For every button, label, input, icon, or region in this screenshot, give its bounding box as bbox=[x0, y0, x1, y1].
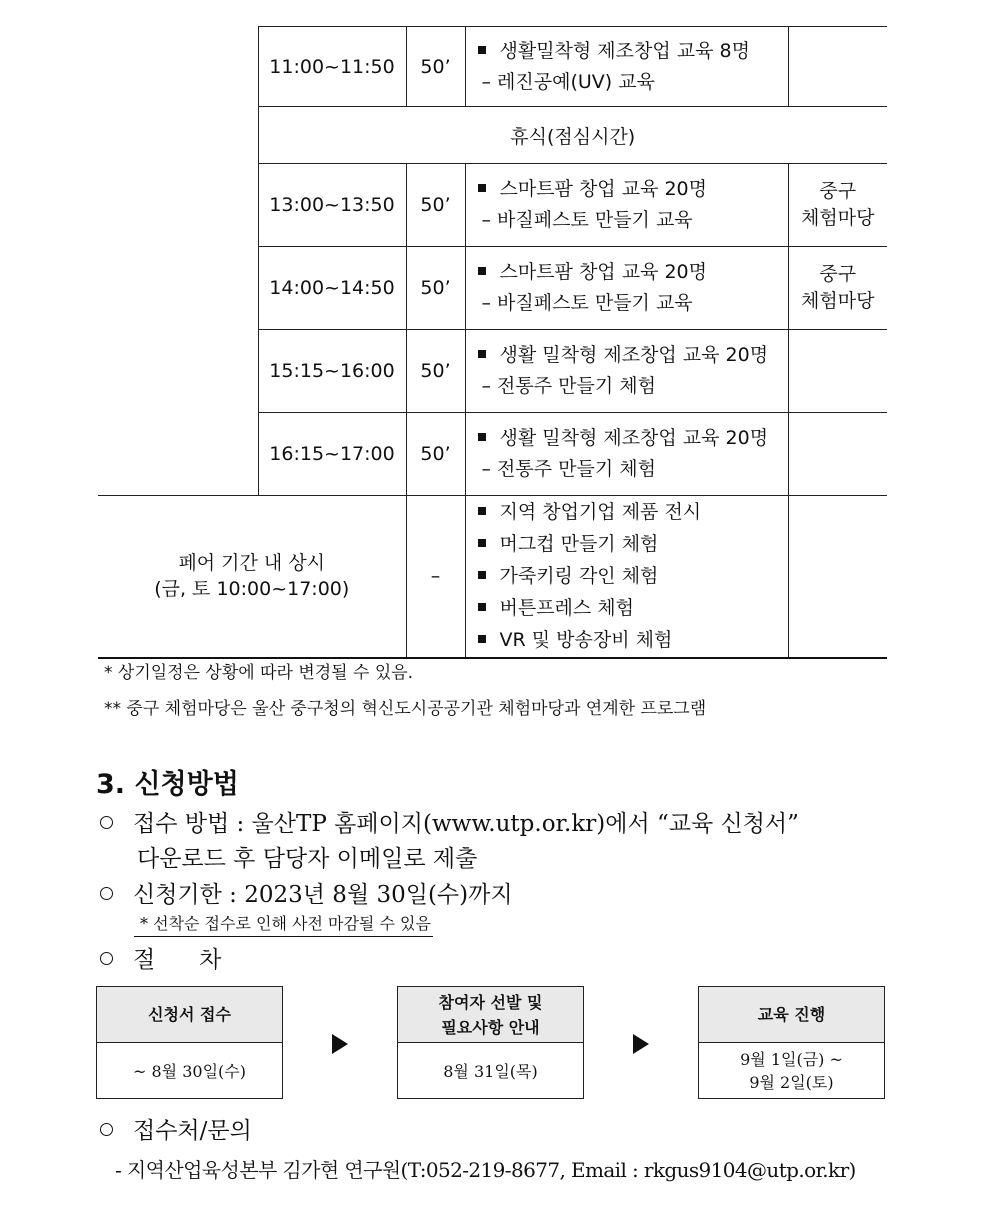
arrow-right-icon bbox=[332, 1034, 348, 1054]
duration-cell: – bbox=[406, 496, 465, 658]
note-line: 체험마당 bbox=[801, 207, 875, 229]
bullet-icon bbox=[478, 603, 486, 611]
permanent-label-cell bbox=[98, 496, 406, 658]
lunch-cell: 휴식(점심시간) bbox=[258, 107, 887, 164]
list-item: 버튼프레스 체험 bbox=[499, 597, 635, 620]
bullet-icon bbox=[478, 267, 486, 275]
table-row bbox=[98, 27, 887, 107]
step-header bbox=[699, 987, 884, 1043]
deadline-line bbox=[100, 876, 513, 909]
circle-bullet-icon bbox=[100, 887, 113, 900]
circle-bullet-icon bbox=[100, 952, 113, 965]
duration-cell: 50’ bbox=[406, 330, 465, 413]
method-line-2: 다운로드 후 담당자 이메일로 제출 bbox=[137, 846, 478, 872]
content-subline: – 레진공예(UV) 교육 bbox=[481, 70, 655, 93]
list-item: 지역 창업기업 제품 전시 bbox=[499, 501, 702, 524]
content-subline: – 바질페스토 만들기 교육 bbox=[481, 292, 693, 314]
contact-label-line bbox=[100, 1112, 252, 1145]
permanent-period: (금, 토 10:00~17:00) bbox=[154, 578, 350, 601]
table-row bbox=[98, 496, 887, 658]
list-item: VR 및 방송장비 체험 bbox=[499, 629, 673, 652]
step-date: ~ 8월 30일(수) bbox=[133, 1061, 246, 1081]
procedure-step-3 bbox=[698, 986, 885, 1099]
note-line: 중구 bbox=[819, 263, 857, 285]
procedure-label: 절 차 bbox=[133, 947, 222, 973]
step-title: 신청서 접수 bbox=[148, 1005, 231, 1024]
step-header bbox=[97, 987, 282, 1043]
content-subline: – 전통주 만들기 체험 bbox=[481, 458, 656, 480]
step-date-2: 9월 2일(토) bbox=[749, 1073, 834, 1092]
content-subline: – 바질페스토 만들기 교육 bbox=[481, 209, 693, 231]
contact-label: 접수처/문의 bbox=[133, 1118, 252, 1144]
step-body bbox=[398, 1043, 583, 1099]
bullet-icon bbox=[478, 507, 486, 515]
content-cell bbox=[465, 330, 788, 413]
step-date: 9월 1일(금) ~ bbox=[740, 1050, 843, 1069]
duration-cell: 50’ bbox=[406, 27, 465, 107]
content-line: 생활밀착형 제조창업 교육 8명 bbox=[499, 39, 750, 62]
time-cell: 13:00~13:50 bbox=[258, 164, 406, 247]
bullet-icon bbox=[478, 184, 486, 192]
procedure-line bbox=[100, 941, 221, 974]
contact-line: - 지역산업육성본부 김가현 연구원(T:052-219-8677, Email : rkgus9104@utp.or.kr) bbox=[115, 1158, 856, 1182]
footnote-2: ** 중구 체험마당은 울산 중구청의 혁신도시공공기관 체험마당과 연계한 프로그램 bbox=[104, 699, 707, 719]
note-cell bbox=[788, 164, 887, 247]
note-cell bbox=[788, 247, 887, 330]
step-header bbox=[398, 987, 583, 1043]
content-cell bbox=[465, 496, 788, 658]
note-line: 체험마당 bbox=[801, 290, 875, 312]
step-body bbox=[699, 1043, 884, 1099]
section-title: 3. 신청방법 bbox=[96, 769, 239, 800]
step-title: 참여자 선발 및 bbox=[438, 992, 543, 1012]
content-line: 스마트팜 창업 교육 20명 bbox=[499, 178, 707, 200]
content-line: 생활 밀착형 제조창업 교육 20명 bbox=[499, 344, 769, 366]
time-cell: 14:00~14:50 bbox=[258, 247, 406, 330]
time-cell: 16:15~17:00 bbox=[258, 413, 406, 496]
content-line: 생활 밀착형 제조창업 교육 20명 bbox=[499, 427, 769, 449]
bullet-icon bbox=[478, 635, 486, 643]
content-line: 스마트팜 창업 교육 20명 bbox=[499, 261, 707, 283]
duration-cell: 50’ bbox=[406, 247, 465, 330]
note-cell bbox=[788, 496, 887, 658]
content-subline: – 전통주 만들기 체험 bbox=[481, 375, 656, 397]
circle-bullet-icon bbox=[100, 1123, 113, 1136]
list-item: 가죽키링 각인 체험 bbox=[499, 565, 659, 588]
method-line bbox=[100, 805, 799, 838]
step-date: 8월 31일(목) bbox=[443, 1061, 538, 1081]
time-cell: 15:15~16:00 bbox=[258, 330, 406, 413]
schedule-table bbox=[98, 26, 887, 659]
deadline-note: * 선착순 접수로 인해 사전 마감될 수 있음 bbox=[134, 911, 433, 937]
list-item: 머그컵 만들기 체험 bbox=[499, 533, 659, 556]
bullet-icon bbox=[478, 433, 486, 441]
footnote-1: * 상기일정은 상황에 따라 변경될 수 있음. bbox=[104, 663, 414, 683]
step-title-2: 필요사항 안내 bbox=[441, 1017, 540, 1037]
method-text: 접수 방법 : 울산TP 홈페이지(www.utp.or.kr)에서 “교육 신청서” bbox=[133, 811, 799, 837]
duration-cell: 50’ bbox=[406, 164, 465, 247]
content-cell bbox=[465, 413, 788, 496]
circle-bullet-icon bbox=[100, 816, 113, 829]
empty-cell bbox=[98, 27, 258, 496]
note-cell bbox=[788, 330, 887, 413]
time-cell: 11:00~11:50 bbox=[258, 27, 406, 107]
duration-cell: 50’ bbox=[406, 413, 465, 496]
step-body bbox=[97, 1043, 282, 1099]
bullet-icon bbox=[478, 539, 486, 547]
procedure-step-1 bbox=[96, 986, 283, 1099]
bullet-icon bbox=[478, 46, 486, 54]
procedure-step-2 bbox=[397, 986, 584, 1099]
arrow-right-icon bbox=[633, 1034, 649, 1054]
deadline-text: 신청기한 : 2023년 8월 30일(수)까지 bbox=[133, 882, 513, 908]
content-cell bbox=[465, 164, 788, 247]
note-cell bbox=[788, 27, 887, 107]
content-cell bbox=[465, 27, 788, 107]
bullet-icon bbox=[478, 350, 486, 358]
bullet-icon bbox=[478, 571, 486, 579]
permanent-label: 페어 기간 내 상시 bbox=[178, 552, 326, 575]
content-cell bbox=[465, 247, 788, 330]
note-cell bbox=[788, 413, 887, 496]
step-title: 교육 진행 bbox=[757, 1005, 826, 1024]
note-line: 중구 bbox=[819, 180, 857, 202]
